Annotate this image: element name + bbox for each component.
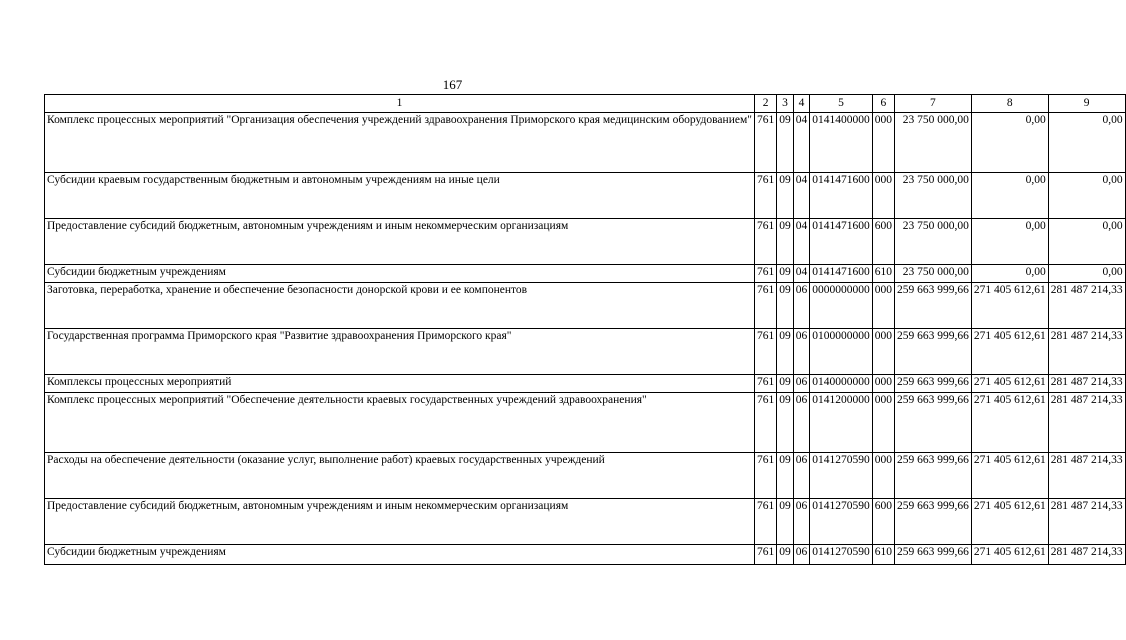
column-header: 8: [971, 95, 1048, 113]
cell-expense-type: 000: [872, 453, 894, 499]
row-name: Комплекс процессных мероприятий "Обеспечение деятельности краевых государственных учреждений здравоохранения": [45, 393, 755, 453]
table-header: [45, 95, 1126, 113]
cell-ministry: 761: [754, 453, 776, 499]
column-header: 2: [754, 95, 776, 113]
row-name: Субсидии бюджетным учреждениям: [45, 265, 755, 283]
row-name: Предоставление субсидий бюджетным, автономным учреждениям и иным некоммерческим организациям: [45, 219, 755, 265]
cell-section: 09: [777, 545, 794, 565]
table-row: [45, 453, 1126, 499]
cell-ministry: 761: [754, 265, 776, 283]
column-header: 3: [777, 95, 794, 113]
cell-ministry: 761: [754, 173, 776, 219]
cell-subsection: 04: [793, 219, 810, 265]
cell-target-article: 0141270590: [810, 453, 873, 499]
cell-amount-8: 271 405 612,61: [971, 283, 1048, 329]
cell-amount-8: 271 405 612,61: [971, 375, 1048, 393]
cell-section: 09: [777, 283, 794, 329]
cell-subsection: 04: [793, 173, 810, 219]
column-header: 6: [872, 95, 894, 113]
cell-ministry: 761: [754, 329, 776, 375]
cell-section: 09: [777, 173, 794, 219]
row-name: Заготовка, переработка, хранение и обеспечение безопасности донорской крови и ее компонентов: [45, 283, 755, 329]
cell-amount-8: 0,00: [971, 219, 1048, 265]
cell-section: 09: [777, 375, 794, 393]
cell-amount-8: 271 405 612,61: [971, 453, 1048, 499]
cell-amount-8: 271 405 612,61: [971, 393, 1048, 453]
cell-ministry: 761: [754, 113, 776, 173]
cell-target-article: 0140000000: [810, 375, 873, 393]
cell-ministry: 761: [754, 283, 776, 329]
table-row: [45, 499, 1126, 545]
table-row: [45, 265, 1126, 283]
row-name: Комплексы процессных мероприятий: [45, 375, 755, 393]
cell-amount-9: 281 487 214,33: [1048, 375, 1125, 393]
cell-amount-9: 281 487 214,33: [1048, 329, 1125, 375]
cell-amount-9: 281 487 214,33: [1048, 499, 1125, 545]
page-number: 167: [442, 77, 463, 92]
cell-amount-8: 271 405 612,61: [971, 499, 1048, 545]
row-name: Расходы на обеспечение деятельности (оказание услуг, выполнение работ) краевых государственных учреждений: [45, 453, 755, 499]
cell-amount-9: 0,00: [1048, 265, 1125, 283]
table-row: [45, 375, 1126, 393]
cell-section: 09: [777, 219, 794, 265]
cell-target-article: 0141471600: [810, 265, 873, 283]
cell-amount-9: 0,00: [1048, 113, 1125, 173]
cell-target-article: 0141270590: [810, 499, 873, 545]
cell-amount-7: 259 663 999,66: [894, 453, 971, 499]
cell-section: 09: [777, 265, 794, 283]
column-header: 1: [45, 95, 755, 113]
cell-subsection: 04: [793, 113, 810, 173]
header-row: [45, 95, 1126, 113]
cell-expense-type: 000: [872, 375, 894, 393]
cell-amount-8: 0,00: [971, 173, 1048, 219]
cell-expense-type: 000: [872, 113, 894, 173]
cell-amount-8: 0,00: [971, 113, 1048, 173]
cell-amount-9: 281 487 214,33: [1048, 545, 1125, 565]
row-name: Предоставление субсидий бюджетным, автономным учреждениям и иным некоммерческим организациям: [45, 499, 755, 545]
cell-subsection: 06: [793, 499, 810, 545]
cell-expense-type: 000: [872, 393, 894, 453]
cell-amount-7: 259 663 999,66: [894, 375, 971, 393]
cell-amount-7: 23 750 000,00: [894, 113, 971, 173]
cell-amount-7: 259 663 999,66: [894, 283, 971, 329]
cell-amount-8: 271 405 612,61: [971, 329, 1048, 375]
cell-expense-type: 600: [872, 499, 894, 545]
cell-amount-7: 259 663 999,66: [894, 499, 971, 545]
cell-expense-type: 610: [872, 265, 894, 283]
row-name: Субсидии краевым государственным бюджетным и автономным учреждениям на иные цели: [45, 173, 755, 219]
cell-subsection: 06: [793, 375, 810, 393]
cell-expense-type: 610: [872, 545, 894, 565]
cell-amount-9: 281 487 214,33: [1048, 283, 1125, 329]
column-header: 5: [810, 95, 873, 113]
cell-amount-7: 23 750 000,00: [894, 173, 971, 219]
cell-amount-9: 0,00: [1048, 219, 1125, 265]
cell-amount-7: 259 663 999,66: [894, 393, 971, 453]
cell-amount-7: 23 750 000,00: [894, 219, 971, 265]
table-row: [45, 219, 1126, 265]
cell-ministry: 761: [754, 393, 776, 453]
cell-ministry: 761: [754, 545, 776, 565]
row-name: Комплекс процессных мероприятий "Организация обеспечения учреждений здравоохранения Приморского края медицинским оборудованием": [45, 113, 755, 173]
cell-target-article: 0141200000: [810, 393, 873, 453]
cell-ministry: 761: [754, 499, 776, 545]
table-row: [45, 173, 1126, 219]
budget-table: [44, 94, 1126, 565]
cell-target-article: 0100000000: [810, 329, 873, 375]
table-row: [45, 283, 1126, 329]
column-header: 9: [1048, 95, 1125, 113]
cell-section: 09: [777, 329, 794, 375]
cell-target-article: 0141471600: [810, 219, 873, 265]
cell-target-article: 0000000000: [810, 283, 873, 329]
cell-expense-type: 000: [872, 283, 894, 329]
cell-target-article: 0141400000: [810, 113, 873, 173]
table-row: [45, 393, 1126, 453]
column-header: 4: [793, 95, 810, 113]
row-name: Государственная программа Приморского края "Развитие здравоохранения Приморского края": [45, 329, 755, 375]
cell-target-article: 0141270590: [810, 545, 873, 565]
cell-amount-9: 281 487 214,33: [1048, 453, 1125, 499]
cell-amount-8: 0,00: [971, 265, 1048, 283]
cell-ministry: 761: [754, 219, 776, 265]
row-name: Субсидии бюджетным учреждениям: [45, 545, 755, 565]
cell-subsection: 06: [793, 329, 810, 375]
cell-expense-type: 000: [872, 173, 894, 219]
cell-section: 09: [777, 393, 794, 453]
table-body: [45, 113, 1126, 565]
cell-section: 09: [777, 113, 794, 173]
cell-subsection: 06: [793, 283, 810, 329]
cell-amount-9: 281 487 214,33: [1048, 393, 1125, 453]
cell-section: 09: [777, 499, 794, 545]
cell-amount-7: 259 663 999,66: [894, 545, 971, 565]
column-header: 7: [894, 95, 971, 113]
cell-subsection: 04: [793, 265, 810, 283]
cell-expense-type: 000: [872, 329, 894, 375]
cell-subsection: 06: [793, 545, 810, 565]
cell-target-article: 0141471600: [810, 173, 873, 219]
table-row: [45, 329, 1126, 375]
cell-amount-7: 259 663 999,66: [894, 329, 971, 375]
cell-subsection: 06: [793, 453, 810, 499]
cell-ministry: 761: [754, 375, 776, 393]
table-row: [45, 545, 1126, 565]
cell-section: 09: [777, 453, 794, 499]
cell-subsection: 06: [793, 393, 810, 453]
cell-amount-8: 271 405 612,61: [971, 545, 1048, 565]
cell-expense-type: 600: [872, 219, 894, 265]
cell-amount-7: 23 750 000,00: [894, 265, 971, 283]
cell-amount-9: 0,00: [1048, 173, 1125, 219]
table-row: [45, 113, 1126, 173]
